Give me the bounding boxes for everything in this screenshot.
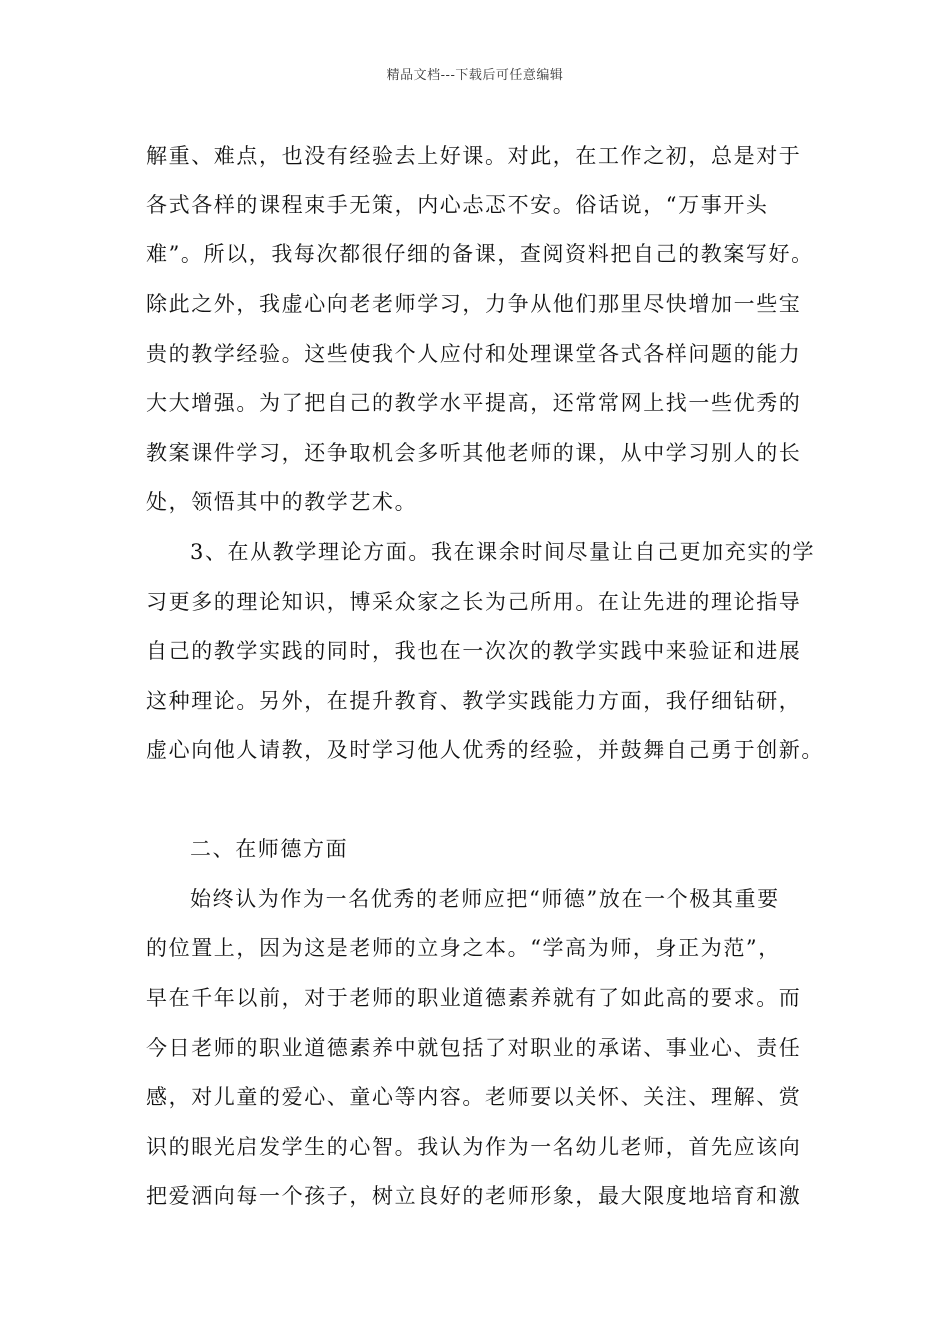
text-line: 这种理论。另外，在提升教育、教学实践能力方面，我仔细钻研，: [146, 689, 802, 713]
text-line: 解重、难点，也没有经验去上好课。对此，在工作之初，总是对于: [146, 144, 802, 168]
text-line: 教案课件学习，还争取机会多听其他老师的课，从中学习别人的长: [146, 441, 802, 465]
text-line: 的位置上，因为这是老师的立身之本。“学高为师，身正为范”，: [146, 936, 781, 960]
text-line: 把爱洒向每一个孩子，树立良好的老师形象，最大限度地培育和激: [146, 1184, 802, 1208]
text-line: 3、在从教学理论方面。我在课余时间尽量让自己更加充实的学: [190, 540, 816, 564]
text-line: 各式各样的课程束手无策，内心忐忑不安。俗话说，“万事开头: [146, 193, 769, 217]
text-line: 处，领悟其中的教学艺术。: [146, 490, 418, 514]
text-line: 贵的教学经验。这些使我个人应付和处理课堂各式各样问题的能力: [146, 342, 802, 366]
text-line: 大大增强。为了把自己的教学水平提高，还常常网上找一些优秀的: [146, 391, 802, 415]
text-line: 始终认为作为一名优秀的老师应把“师德”放在一个极其重要: [190, 887, 780, 911]
text-line: 习更多的理论知识，博采众家之长为己所用。在让先进的理论指导: [146, 590, 802, 614]
text-line: 感，对儿童的爱心、童心等内容。老师要以关怀、关注、理解、赏: [146, 1085, 802, 1109]
text-line: 识的眼光启发学生的心智。我认为作为一名幼儿老师，首先应该向: [146, 1135, 802, 1159]
text-line: 自己的教学实践的同时，我也在一次次的教学实践中来验证和进展: [146, 639, 802, 663]
text-line: 虚心向他人请教，及时学习他人优秀的经验，并鼓舞自己勇于创新。: [146, 738, 824, 762]
page-header: 精品文档---下载后可任意编辑: [386, 68, 564, 83]
text-line: 除此之外，我虚心向老老师学习，力争从他们那里尽快增加一些宝: [146, 292, 802, 316]
section-heading: 二、在师德方面: [190, 837, 349, 861]
text-line: 难”。所以，我每次都很仔细的备课，查阅资料把自己的教案写好。: [146, 242, 814, 266]
text-line: 早在千年以前，对于老师的职业道德素养就有了如此高的要求。而: [146, 986, 802, 1010]
text-line: 今日老师的职业道德素养中就包括了对职业的承诺、事业心、责任: [146, 1036, 802, 1060]
